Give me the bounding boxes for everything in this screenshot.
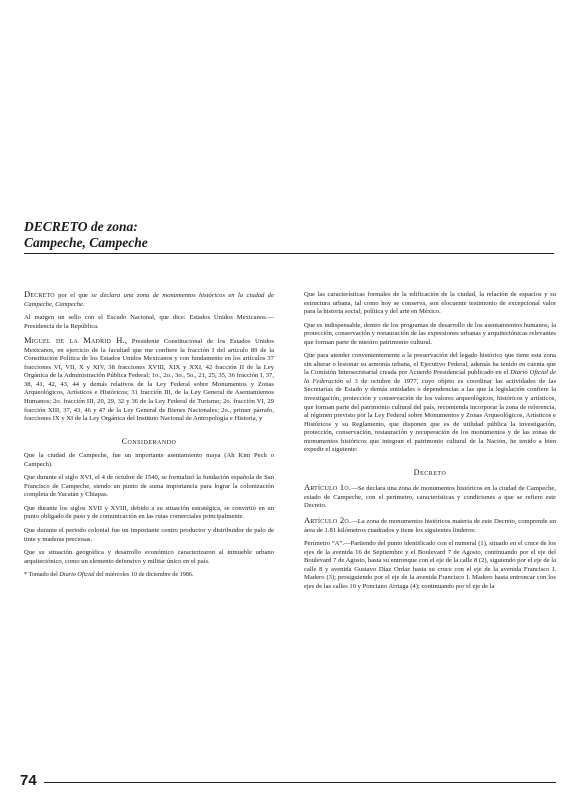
article-1-lead: Artículo 1o.	[304, 482, 352, 493]
diario-oficial-ref: Diario Oficial de la Federación	[304, 369, 556, 385]
left-column	[24, 290, 274, 780]
page-number: 74	[20, 772, 37, 789]
title-line-1: DECRETO de zona:	[24, 219, 138, 234]
article-1	[304, 483, 556, 511]
article-1-text: —Se declara una zona de monumentos históricos en la ciudad de Campeche, estado de Campeche, con el perímetro, características y condiciones a que se refiere este Decreto.	[304, 485, 556, 510]
perimeter-a-paragraph: Perímetro “A”.—Partiendo del punto identificado con el numeral (1), situado en el cruce de los ejes de la avenida 16 de Septiembre y el Boulevard 7 de Agosto, continuando por el eje del Boulevard 7 de Agosto, hasta su entronque con el eje de la calle 8 (2), siguiendo por el eje de la calle 8 y avenida Gustavo Díaz Ordaz hasta su cruce con el eje de la avenida Francisco I. Madero (3); prosiguiendo por el eje de la avenida Francisco I. Madero hasta entroncar con los ejes de las calles 10 y Ponciano Arriaga (4); continuando por el eje de la	[304, 540, 556, 590]
president-text: Presidente Constitucional de los Estados Unidos Mexicanos, en ejercicio de la facultad que me confiere la fracción I del artículo 89 de la Constitución Política de los Estados Unidos Mexicanos y con fundamento en los artículos 37 fracciones VI, VII, X y XIV, 38 fracciones XVIII, XIX y XXI, 42 fracción II de la Ley Orgánica de la Administración Pública Federal; 1o., 2o., 3o., 5o., 21, 25, 35, 36 fracción I, 37, 38, 41, 42, 43, 44 y demás relativos de la Ley Federal sobre Monumentos y Zonas Arqueológicos, Artísticos e Históricos; 31 fracción III, de la Ley General de Asentamientos Humanos; 2o. fracción III, 20, 29, 32 y 36 de la Ley Federal de Turismo; 2o. fracción VI, 29 fracción XIII, 37, 43, 46 y 47 de la Ley General de Bienes Nacionales; 2o., primer párrafo, fracciones IX y XI de la Ley Orgánica del Instituto Nacional de Antropología e Historia, y	[24, 338, 274, 423]
article-2	[304, 516, 556, 535]
right-paragraph-3-a: Que para atender convenientemente a la preservación del legado histórico que tiene esta zona sin alterar o lesionar su armonía urbana, el Ejecutivo Federal, además ha tenido en cuenta que la Comisión Intersecretarial creada por Acuerdo Presidencial publicado en el	[304, 352, 556, 377]
president-paragraph	[24, 336, 274, 423]
right-column	[304, 291, 556, 781]
considerando-paragraph-5: Que su situación geográfica y desarrollo económico caracterizaron al inmueble urbano arquitectónico, como un elemento defensivo y militar único en el país.	[24, 549, 274, 565]
considerando-heading: Considerando	[121, 436, 177, 446]
footnote-source: Diario Oficial	[59, 571, 95, 579]
intro-emphasis: se declara una zona de monumentos históricos en la ciudad de Campeche, Campeche.	[24, 292, 274, 308]
article-2-lead: Artículo 2o.	[304, 515, 352, 526]
right-paragraph-1: Que las características formales de la edificación de la ciudad, la relación de espacios y su estructura urbana, tal como hoy se conserva, son elocuente testimonio de excepcional valor para la historia social, política y del arte en México.	[304, 291, 556, 316]
title-divider	[24, 253, 554, 254]
right-paragraph-2: Que es indispensable, dentro de los programas de desarrollo de los asentamientos humanos, la protección, conservación y restauración de las expresiones urbanas y arquitectónicas relevantes que forman parte de nuestro patrimonio cultural.	[304, 321, 556, 346]
intro-text: por el que	[54, 292, 92, 299]
right-paragraph-3-b: el 3 de octubre de 1977, cuyo objeto es coordinar las actividades de las Secretarías de Estado y demás entidades o dependencias a las que la legislación confiere la investigación, protección y conservación de los valores arqueológicos, históricos y artísticos, que forman parte del patrimonio cultural del país, recomienda incorporar la zona de referencia, al régimen previsto por la Ley Federal sobre Monumentos y Zonas Arqueológicos, Artísticos e Históricos y su Reglamento, que disponen que es de utilidad pública la investigación, protección, conservación, restauración y recuperación de los monumentos y de las zonas de monumentos históricos que integran el patrimonio cultural de la Nación, he tenido a bien expedir el siguiente:	[304, 377, 556, 454]
seal-paragraph: Al margen un sello con el Escudo Nacional, que dice: Estados Unidos Mexicanos.—Presidencia de la República.	[24, 314, 274, 330]
footnote-post: del miércoles 10 de diciembre de 1986.	[94, 571, 194, 579]
footnote	[24, 571, 274, 580]
footer-divider	[44, 782, 556, 783]
right-paragraph-3	[304, 352, 556, 455]
decreto-heading: Decreto	[413, 467, 447, 477]
footnote-pre: * Tomado del	[24, 571, 60, 579]
intro-lead: Decreto	[24, 290, 55, 299]
decree-intro-paragraph	[24, 290, 274, 309]
title-line-2: Campeche, Campeche	[24, 235, 148, 250]
article-2-text: —La zona de monumentos históricos materia de este Decreto, comprende un área de 1.81 kilómetros cuadrados y tiene los siguientes linderos:	[304, 518, 556, 534]
considerando-paragraph-4: Que durante el periodo colonial fue un importante centro productor y distribuidor de palo de tinte y maderas preciosas.	[24, 527, 274, 543]
considerando-paragraph-2: Que durante el siglo XVI, el 4 de octubre de 1540, se formalizó la fundación española de San Francisco de Campeche, siendo un punto de suma importancia para lograr la colonización completa de Yucatán y Chiapas.	[24, 474, 274, 499]
decree-title	[24, 219, 324, 251]
president-name: Miguel de la Madrid H.,	[24, 335, 128, 346]
considerando-paragraph-1: Que la ciudad de Campeche, fue un importante asentamiento maya (Ah Kim Pech o Campech).	[24, 452, 274, 468]
considerando-paragraph-3: Que durante los siglos XVII y XVIII, debido a su situación estratégica, se convirtió en un punto obligado de paso y de comunicación en las rutas comerciales principalmente.	[24, 504, 274, 521]
